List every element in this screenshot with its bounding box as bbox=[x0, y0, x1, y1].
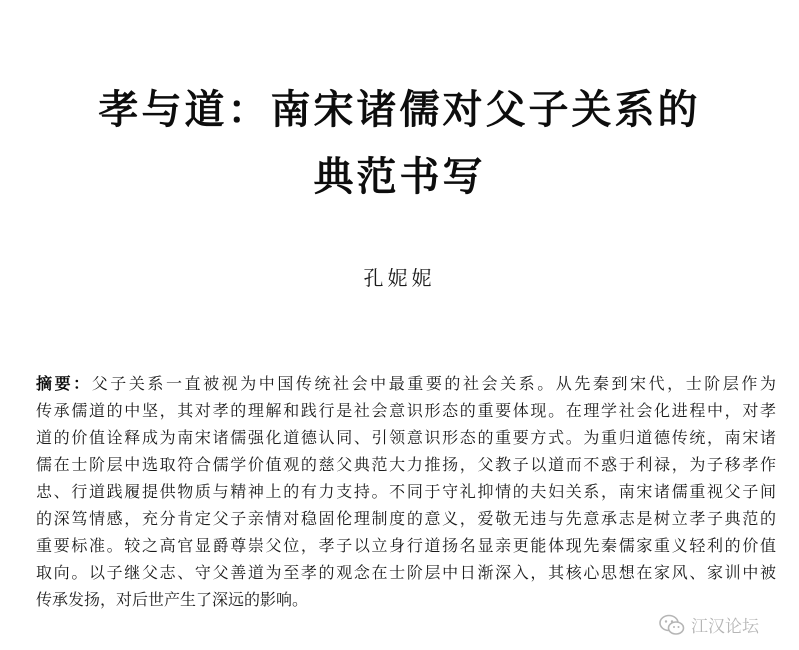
watermark bbox=[659, 612, 759, 637]
abstract-line-9: 传承发扬，对后世产生了深远的影响。 bbox=[36, 590, 309, 609]
abstract-line-5: 忠、行道践履提供物质与精神上的有力支持。不同于守礼抑情的夫妇关系，南宋诸儒重视父子间 bbox=[36, 482, 776, 501]
title-line-1: 孝与道：南宋诸儒对父子关系的 bbox=[98, 87, 701, 133]
abstract-line-2: 传承儒道的中坚，其对孝的理解和践行是社会意识形态的重要体现。在理学社会化进程中，对孝 bbox=[36, 401, 776, 420]
title-line-2: 典范书写 bbox=[313, 154, 486, 200]
abstract-line-3: 道的价值诠释成为南宋诸儒强化道德认同、引领意识形态的重要方式。为重归道德传统，南宋诸 bbox=[36, 428, 776, 447]
abstract bbox=[36, 370, 776, 613]
watermark-text: 江汉论坛 bbox=[691, 617, 759, 637]
abstract-line-1 bbox=[36, 370, 776, 397]
abstract-line-6: 的深笃情感，充分肯定父子亲情对稳固伦理制度的意义，爱敬无违与先意承志是树立孝子典范的 bbox=[36, 509, 776, 528]
abstract-line-8: 取向。以子继父志、守父善道为至孝的观念在士阶层中日渐深入，其核心思想在家风、家训中被 bbox=[36, 563, 776, 582]
abstract-line-4: 儒在士阶层中选取符合儒学价值观的慈父典范大力推扬，父教子以道而不惑于利禄，为子移孝作 bbox=[36, 455, 776, 474]
abstract-label: 摘要： bbox=[36, 374, 92, 393]
author-name: 孔妮妮 bbox=[363, 266, 436, 290]
abstract-line-7: 重要标准。较之高官显爵尊崇父位，孝子以立身行道扬名显亲更能体现先秦儒家重义轻利的价值 bbox=[36, 536, 776, 555]
abstract-text: 父子关系一直被视为中国传统社会中最重要的社会关系。从先秦到宋代，士阶层作为 bbox=[91, 374, 776, 393]
wechat-icon bbox=[659, 614, 685, 636]
